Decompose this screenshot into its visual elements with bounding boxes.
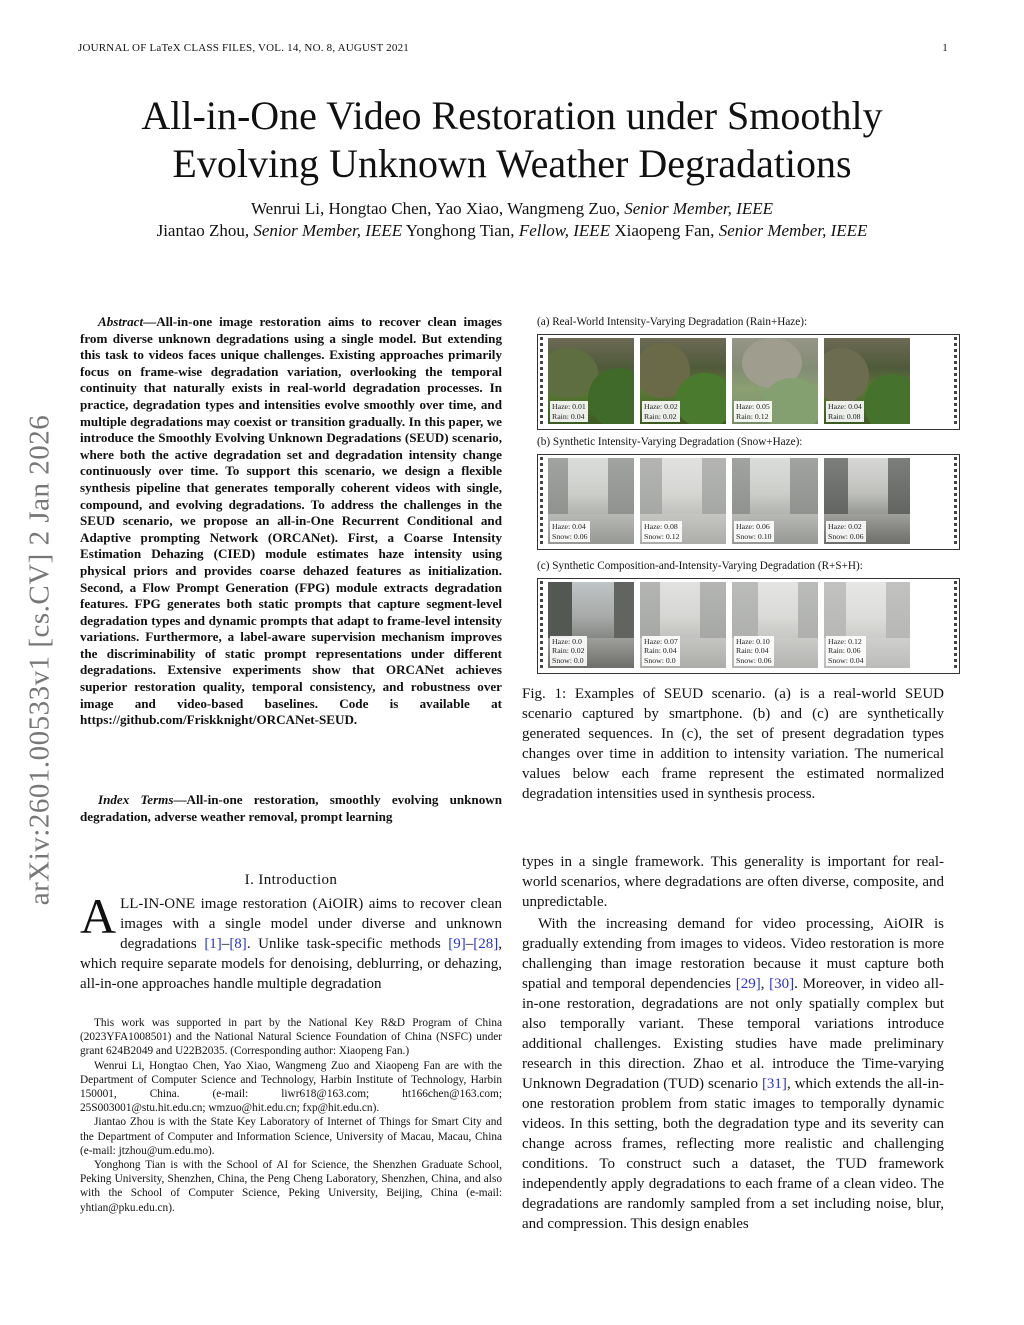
citation-28[interactable]: [28]	[473, 936, 499, 952]
footnote-funding: This work was supported in part by the National Key R&D Program of China (2023YFA1008501) and the National Natural Science Foundation of China (NSFC) under grant 624B2049 and U22B2035. (Corresponding author: Xiaopeng Fan.)	[80, 1017, 502, 1058]
film-perforation	[540, 581, 543, 671]
drop-cap: A	[80, 888, 117, 944]
arxiv-stamp	[4, 380, 76, 940]
arxiv-id: arXiv:2601.00533v1 [cs.CV] 2 Jan 2026	[23, 414, 56, 906]
cite-sep: ,	[760, 976, 770, 992]
intro-mid: . Unlike task-specific methods	[246, 936, 449, 952]
footnote-affil-hit: Wenrui Li, Hongtao Chen, Yao Xiao, Wangmeng Zuo and Xiaopeng Fan are with the Department of Computer Science and Technology, Harbin Institute of Technology, Harbin 150001, China. (e-mail: liwr618@163.com; ht166chen@163.com; 25S003001@stu.hit.edu.cn; wmzuo@hit.edu.cn; fxp@hit.edu.cn).	[80, 1059, 502, 1115]
abstract	[80, 314, 502, 729]
paper-title	[40, 92, 984, 188]
index-terms	[80, 792, 502, 825]
author-role-1: Senior Member, IEEE	[624, 199, 773, 218]
frame-c2	[640, 582, 726, 668]
title-line-2: Evolving Unknown Weather Degradations	[172, 141, 852, 186]
authors-line-1	[40, 198, 984, 220]
frame-c3	[732, 582, 818, 668]
citation-30[interactable]: [30]	[769, 976, 795, 992]
cite-dash: –	[465, 936, 474, 952]
right-paragraph-1: types in a single framework. This generality is important for real-world scenarios, where degradations are often diverse, composite, and unpredictable.	[522, 854, 944, 910]
frame-c4	[824, 582, 910, 668]
index-terms-text: —All-in-one restoration, smoothly evolving unknown degradation, adverse weather removal, prompt learning	[80, 792, 502, 824]
authors-line-2	[40, 220, 984, 242]
fig-panel-b-label: (b) Synthetic Intensity-Varying Degradation (Snow+Haze):	[537, 436, 803, 448]
frame-label: Haze: 0.04 Snow: 0.06	[552, 522, 588, 541]
fig-panel-b-strip	[537, 454, 960, 550]
abstract-text: —All-in-one image restoration aims to recover clean images from diverse unknown degradations using a single model. But extending this task to videos faces unique challenges. Existing approaches primarily focus on frame-wise degradation variation, overlooking the temporal continuity that naturally exists in real-world degradation processes. In practice, degradation types and intensities evolve smoothly over time, and multiple degradations may coexist or transition gradually. In this paper, we introduce the Smoothly Evolving Unknown Degradations (SEUD) scenario, where both the active degradation set and degradation intensity change continuously over time. To support this scenario, we design a flexible synthesis pipeline that generates temporally coherent videos with single, compound, and evolving degradations. To address the challenges in the SEUD scenario, we propose an all-in-One Recurrent Conditional and Adaptive prompting Network (ORCANet). First, a Coarse Intensity Estimation Dehazing (CIED) module estimates haze intensity using physical priors and provides coarse dehazed features as initialization. Second, a Flow Prompt Generation (FPG) module extracts degradation features. FPG generates both static prompts that capture segment-level degradation types and dynamic prompts that adapt to frame-level intensity variations. Furthermore, a label-aware supervision mechanism improves the discriminability of static prompt representations under different degradations. Extensive experiments show that ORCANet achieves superior restoration quality, temporal consistency, and robustness over image and video-based baselines. Code is available at https://github.com/Friskknight/ORCANet-SEUD.	[80, 314, 502, 728]
frame-b3	[732, 458, 818, 544]
abstract-label: Abstract	[98, 314, 144, 329]
citation-1[interactable]: [1]	[204, 936, 222, 952]
cite-dash: –	[221, 936, 230, 952]
figure-caption: Fig. 1: Examples of SEUD scenario. (a) is a real-world SEUD scenario captured by smartphone. (b) and (c) are synthetically generated sequences. In (c), the set of present degradation types changes over time in addition to intensity variation. The numerical values below each frame represent the estimated normalized degradation intensities used in synthesis process.	[522, 686, 944, 802]
intro-lead: LL-IN-ONE image restoration (AiOIR) aims to recover clean images with a single model under diverse and unknown degradations	[120, 896, 502, 952]
page-number: 1	[942, 42, 948, 54]
footnotes	[80, 1016, 502, 1215]
index-terms-label: Index Terms	[98, 792, 174, 807]
right-p2-b: . Moreover, in video all-in-one restoration, degradations are not only spatially complex but also temporally variant. These temporal variations introduce additional challenges. Existing studies have made preliminary research in this direction. Zhao et al. introduce the Time-varying Unknown Degradation (TUD) scenario	[522, 976, 944, 1092]
frame-label: Haze: 0.10 Rain: 0.04 Snow: 0.06	[736, 636, 772, 665]
frame-label: Haze: 0.06 Snow: 0.10	[736, 522, 772, 541]
author-zhou-role: Senior Member, IEEE	[253, 221, 403, 240]
running-header	[78, 42, 948, 58]
frame-b2	[640, 458, 726, 544]
section-heading: I. Introduction	[244, 872, 338, 888]
citation-31[interactable]: [31]	[761, 1076, 787, 1092]
author-fan-role: Senior Member, IEEE	[718, 221, 868, 240]
frame-a1	[548, 338, 634, 424]
frame-a4	[824, 338, 910, 424]
author-names-1: Wenrui Li, Hongtao Chen, Yao Xiao, Wangmeng Zuo,	[251, 199, 621, 218]
frame-b4	[824, 458, 910, 544]
frame-a2	[640, 338, 726, 424]
frame-label: Haze: 0.04 Rain: 0.08	[828, 402, 862, 421]
film-perforation	[540, 457, 543, 547]
author-tian: Yonghong Tian,	[405, 221, 515, 240]
citation-8[interactable]: [8]	[229, 936, 247, 952]
citation-9[interactable]: [9]	[448, 936, 466, 952]
film-perforation	[954, 457, 957, 547]
journal-line: JOURNAL OF LaTeX CLASS FILES, VOL. 14, NO. 8, AUGUST 2021	[78, 42, 409, 54]
frame-label: Haze: 0.08 Snow: 0.12	[644, 522, 680, 541]
frame-label: Haze: 0.0 Rain: 0.02 Snow: 0.0	[552, 636, 585, 665]
frame-b1	[548, 458, 634, 544]
footnote-affil-um: Jiantao Zhou is with the State Key Laboratory of Internet of Things for Smart City and the Department of Computer and Information Science, University of Macau, Macau, China (e-mail: jtzhou@um.edu.mo).	[80, 1116, 502, 1157]
frame-label: Haze: 0.05 Rain: 0.12	[736, 402, 770, 421]
author-tian-role: Fellow, IEEE	[518, 221, 611, 240]
citation-29[interactable]: [29]	[735, 976, 761, 992]
frame-label: Haze: 0.12 Rain: 0.06 Snow: 0.04	[828, 636, 864, 665]
film-perforation	[954, 337, 957, 427]
fig-panel-a-label: (a) Real-World Intensity-Varying Degradation (Rain+Haze):	[537, 316, 808, 328]
film-perforation	[954, 581, 957, 671]
frame-label: Haze: 0.01 Rain: 0.04	[552, 402, 586, 421]
fig-panel-c-strip	[537, 578, 960, 674]
title-line-1: All-in-One Video Restoration under Smoothly	[141, 93, 883, 138]
author-fan: Xiaopeng Fan,	[614, 221, 715, 240]
fig-panel-c-label: (c) Synthetic Composition-and-Intensity-Varying Degradation (R+S+H):	[537, 560, 863, 572]
frame-label: Haze: 0.07 Rain: 0.04 Snow: 0.0	[644, 636, 678, 665]
frame-c1	[548, 582, 634, 668]
frame-label: Haze: 0.02 Rain: 0.02	[644, 402, 678, 421]
fig-panel-a-strip	[537, 334, 960, 430]
frame-a3	[732, 338, 818, 424]
frame-label: Haze: 0.02 Snow: 0.06	[828, 522, 864, 541]
footnote-affil-pku: Yonghong Tian is with the School of AI for Science, the Shenzhen Graduate School, Peking University, Shenzhen, China, the Peng Cheng Laboratory, Shenzhen, China, and also with the School of Computer Science, Peking University, Beijing, China (e-mail: yhtian@pku.edu.cn).	[80, 1159, 502, 1214]
right-p2-c: , which extends the all-in-one restoration problem from static images to temporally dynamic videos. In this setting, both the degradation type and its severity can change across frames, reflecting more realistic and challenging conditions. To construct such a dataset, the TUD framework independently apply degradations to each frame of a clean video. The degradations are randomly sampled from a set including noise, blur, and compression. This design enables	[522, 1076, 944, 1232]
author-zhou: Jiantao Zhou,	[156, 221, 250, 240]
intro-end: , which require separate models for denoising, deblurring, or dehazing, all-in-one approaches handle multiple degradation	[80, 936, 502, 992]
right-paragraph-2	[522, 914, 944, 1234]
film-perforation	[540, 337, 543, 427]
intro-paragraph	[80, 888, 502, 994]
right-p2-a: With the increasing demand for video processing, AiOIR is gradually extending from images to videos. Video restoration is more challenging than image restoration because it must capture both spatial and temporal dependencies	[522, 916, 944, 992]
